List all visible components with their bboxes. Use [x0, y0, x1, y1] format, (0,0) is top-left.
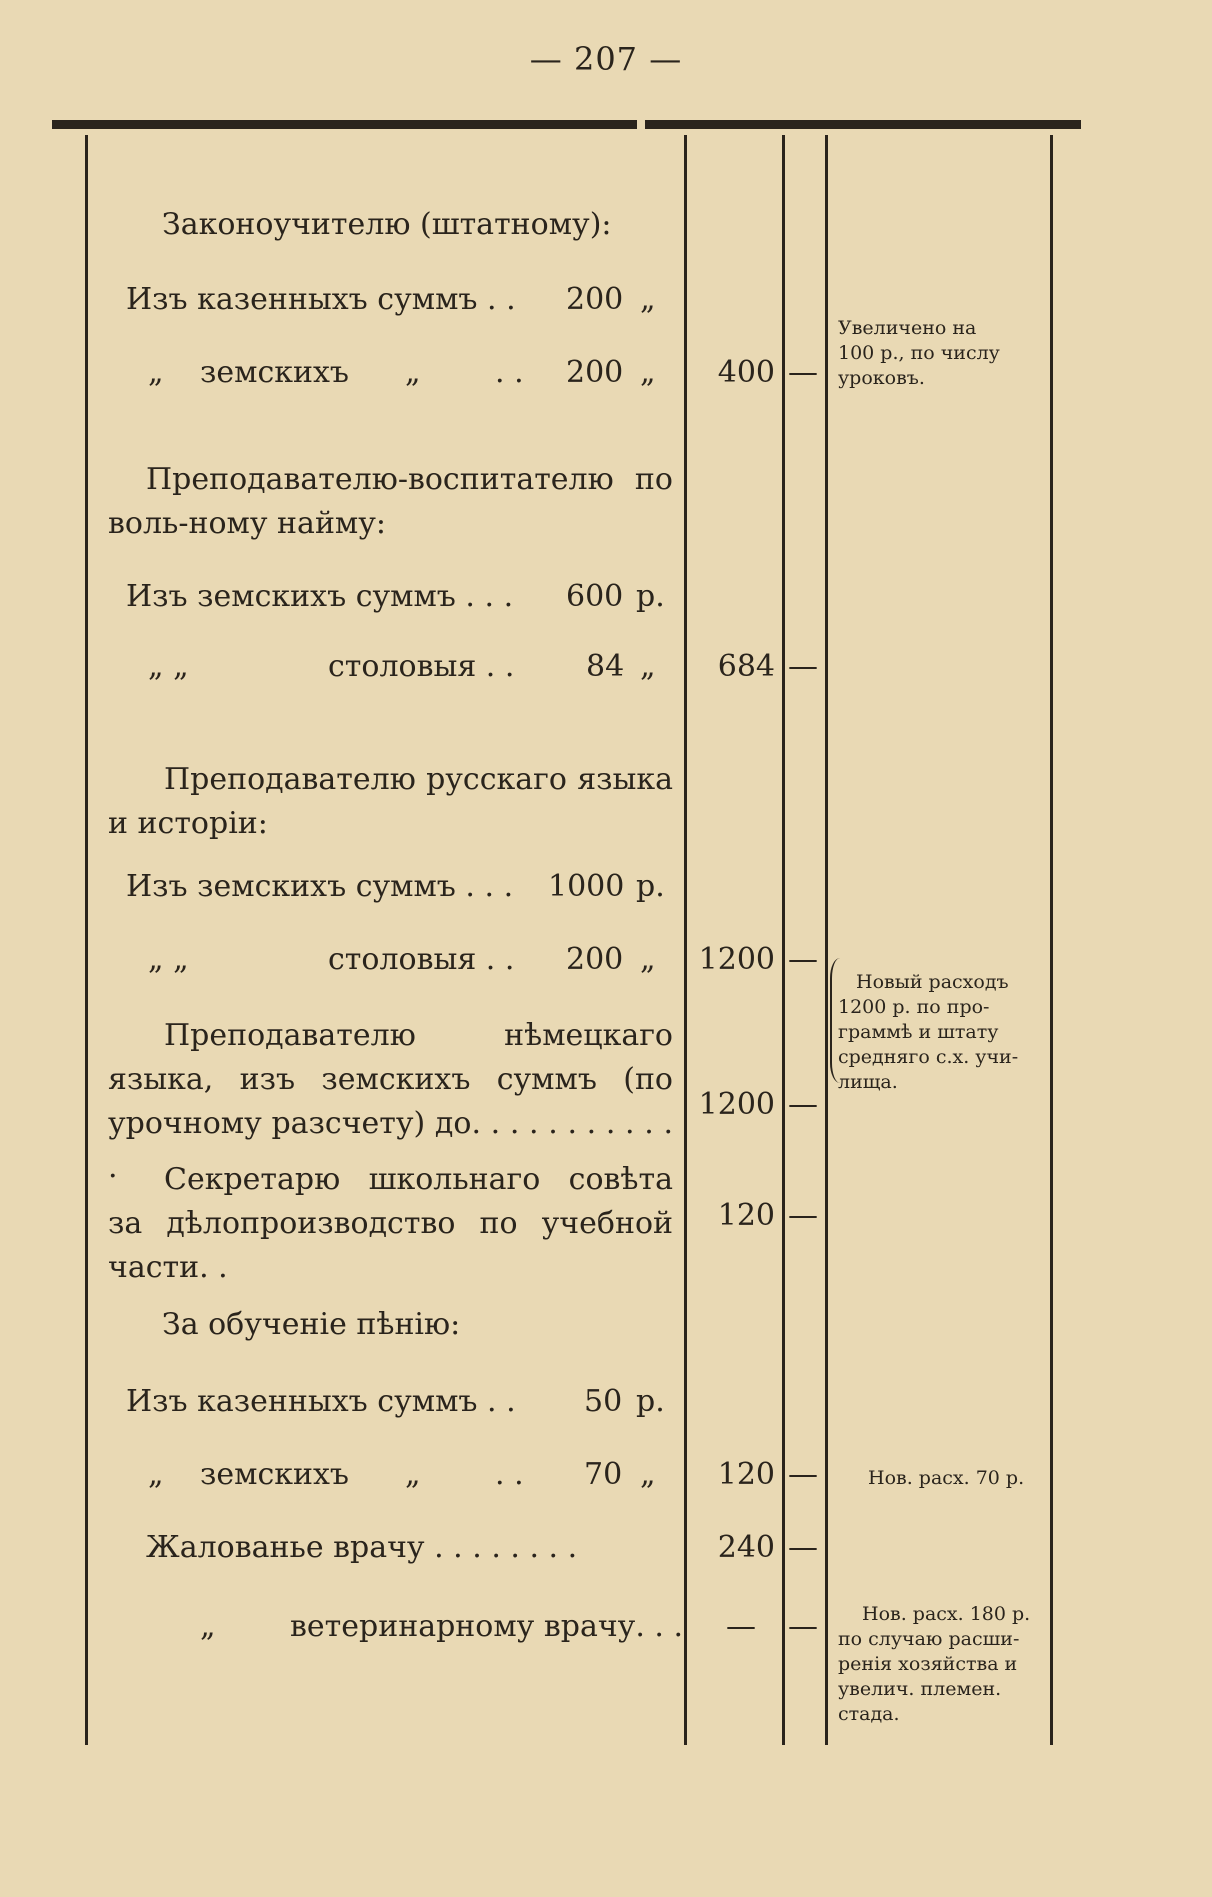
- row-prep-rus-line2-label: столовыя . .: [328, 942, 515, 977]
- row-vet-dash: —: [788, 1609, 818, 1644]
- row-vet-note-5: стада.: [838, 1703, 900, 1725]
- row-penie-heading: За обученіе пѣнію:: [162, 1307, 461, 1342]
- row-prep-rus-heading: Преподавателю русскаго языка и исторіи:: [108, 762, 673, 841]
- shared-note-2: 1200 р. по про-: [838, 996, 990, 1018]
- row-prep-vosp-line2-unit: „: [640, 649, 656, 684]
- row-prep-vosp-line1-amount: 600: [566, 579, 624, 614]
- row-penie-line1-unit: р.: [636, 1384, 665, 1419]
- row-prep-vosp-line2-label: столовыя . .: [328, 649, 515, 684]
- row-penie-total: 120: [717, 1457, 775, 1492]
- row-prep-vosp-heading: Преподавателю-воспитателю по воль-ному найму:: [108, 462, 673, 541]
- row-prep-nem-dash: —: [788, 1087, 818, 1122]
- shared-note-5: лища.: [838, 1071, 898, 1093]
- row-penie-line1-label: Изъ казенныхъ суммъ . .: [126, 1384, 516, 1419]
- row-zakon-line2-amount: 200: [566, 355, 624, 390]
- shared-note-3: граммѣ и штату: [838, 1021, 999, 1043]
- row-vet-total: —: [726, 1609, 756, 1644]
- column-line-notes-right: [1050, 135, 1053, 1745]
- row-vet-note-3: ренія хозяйства и: [838, 1653, 1018, 1675]
- row-penie-line2-dots: . .: [495, 1457, 524, 1492]
- row-prep-rus-line2-ditto: „ „: [148, 942, 189, 977]
- row-prep-vosp-dash: —: [788, 649, 818, 684]
- row-vrach-label: Жалованье врачу . . . . . . . .: [146, 1530, 578, 1565]
- row-penie-line2-ditto2: „: [405, 1457, 421, 1492]
- row-vet-ditto: „: [200, 1609, 216, 1644]
- row-zakon-line2-unit: „: [640, 355, 656, 390]
- row-zakon-line1-label: Изъ казенныхъ суммъ . .: [126, 282, 516, 317]
- row-zakon-note-3: уроковъ.: [838, 367, 925, 389]
- row-zakon-total: 400: [717, 355, 775, 390]
- row-prep-rus-line2-unit: „: [640, 942, 656, 977]
- row-zakon-line2-dots: . .: [495, 355, 524, 390]
- row-zakon-line1-unit: „: [640, 282, 656, 317]
- row-penie-line1-amount: 50: [584, 1384, 623, 1419]
- row-vrach-total: 240: [717, 1530, 775, 1565]
- row-zakon-note-1: Увеличено на: [838, 317, 977, 339]
- row-prep-rus-line1-unit: р.: [636, 869, 665, 904]
- row-prep-rus-dash: —: [788, 942, 818, 977]
- row-prep-rus-total: 1200: [698, 942, 775, 977]
- column-line-left-lower: [85, 860, 88, 1745]
- row-prep-nem-total: 1200: [698, 1087, 775, 1122]
- top-rule-right: [645, 120, 1081, 129]
- row-zakon-line2-ditto2: „: [405, 355, 421, 390]
- row-zakon-note-2: 100 р., по числу: [838, 342, 1000, 364]
- row-sekr-dash: —: [788, 1198, 818, 1233]
- row-prep-vosp-line2-amount: 84: [586, 649, 625, 684]
- row-prep-rus-line1-amount: 1000: [548, 869, 625, 904]
- row-penie-dash: —: [788, 1457, 818, 1492]
- row-sekr-text: Секретарю школьнаго совѣта за дѣлопроизводство по учебной части. .: [108, 1162, 673, 1285]
- row-vet-note-1: Нов. расх. 180 р.: [862, 1603, 1031, 1625]
- row-penie-line2-amount: 70: [584, 1457, 623, 1492]
- row-prep-rus-line2-amount: 200: [566, 942, 624, 977]
- column-line-rubles-right: [782, 135, 785, 1745]
- row-vrach-dash: —: [788, 1530, 818, 1565]
- row-zakon-line1-amount: 200: [566, 282, 624, 317]
- row-zakon-line2-label: земскихъ: [200, 355, 350, 390]
- row-vet-note-4: увелич. племен.: [838, 1678, 1002, 1700]
- row-penie-line2-label: земскихъ: [200, 1457, 350, 1492]
- row-prep-vosp-line2-ditto: „ „: [148, 649, 189, 684]
- column-line-left: [85, 135, 88, 860]
- row-vet-label: ветеринарному врачу. . .: [290, 1609, 684, 1644]
- row-penie-note: Нов. расх. 70 р.: [868, 1467, 1025, 1489]
- row-zakon-dash: —: [788, 355, 818, 390]
- row-prep-rus-line1-label: Изъ земскихъ суммъ . . .: [126, 869, 514, 904]
- row-zakon-heading: Законоучителю (штатному):: [162, 207, 612, 242]
- row-sekr-total: 120: [717, 1198, 775, 1233]
- row-vet-note-2: по случаю расши-: [838, 1628, 1020, 1650]
- row-prep-vosp-line1-unit: р.: [636, 579, 665, 614]
- row-prep-vosp-line1-label: Изъ земскихъ суммъ . . .: [126, 579, 514, 614]
- row-zakon-line2-ditto: „: [148, 355, 164, 390]
- column-line-kopeks-right: [825, 135, 828, 1745]
- shared-note-1: Новый расходъ: [856, 971, 1009, 993]
- shared-note-4: средняго с.х. учи-: [838, 1046, 1019, 1068]
- row-prep-nem-text: Преподавателю нѣмецкаго языка, изъ земскихъ суммъ (по урочному разсчету) до. . . . . . . . . . . .: [108, 1018, 673, 1185]
- row-penie-line2-ditto: „: [148, 1457, 164, 1492]
- row-prep-vosp-total: 684: [717, 649, 775, 684]
- page-number: — 207 —: [529, 40, 683, 78]
- row-penie-line2-unit: „: [640, 1457, 656, 1492]
- top-rule-left: [52, 120, 637, 129]
